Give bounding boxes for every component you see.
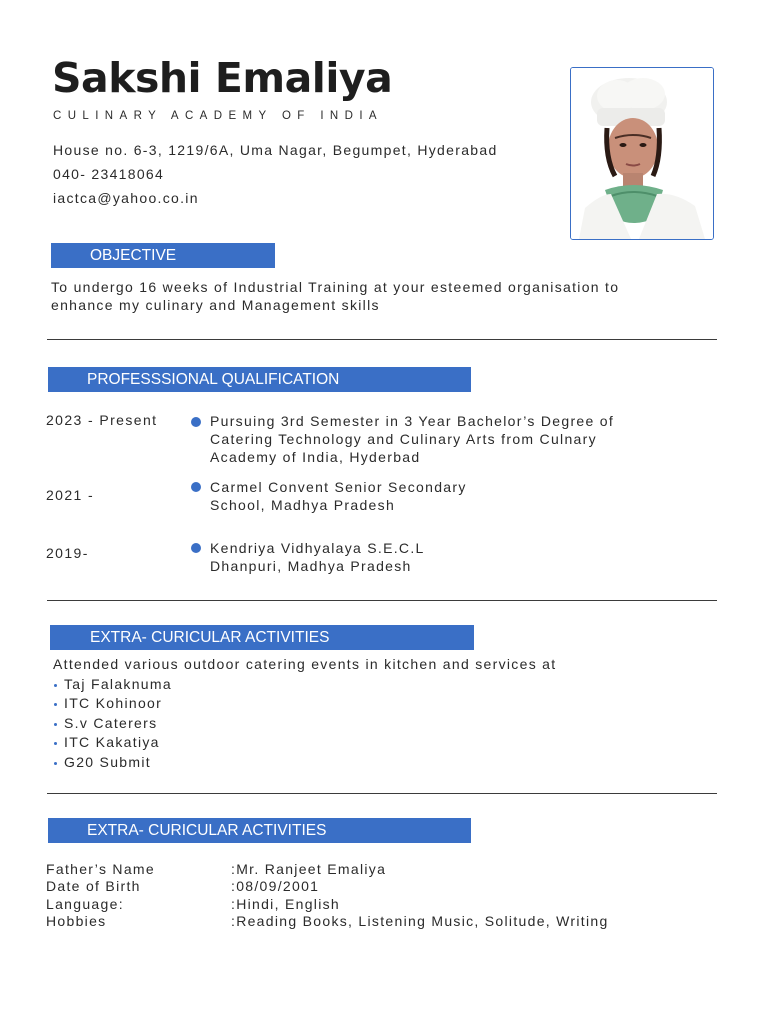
objective-heading-label: OBJECTIVE xyxy=(90,247,177,264)
detail-label: Language: xyxy=(46,896,124,912)
activities-heading-label: EXTRA- CURICULAR ACTIVITIES xyxy=(90,629,330,646)
list-item xyxy=(53,734,160,750)
phone-number: 040- 23418064 xyxy=(53,166,165,182)
qualification-line: Dhanpuri, Madhya Pradesh xyxy=(210,558,412,574)
personal-heading-label: EXTRA- CURICULAR ACTIVITIES xyxy=(87,822,327,839)
activity-label: S.v Caterers xyxy=(64,715,158,731)
section-divider xyxy=(47,793,717,794)
activity-label: Taj Falaknuma xyxy=(64,676,172,692)
detail-label: Date of Birth xyxy=(46,878,141,894)
address: House no. 6-3, 1219/6A, Uma Nagar, Begumpet, Hyderabad xyxy=(53,142,498,158)
detail-label: Hobbies xyxy=(46,913,107,929)
qualification-detail xyxy=(210,412,614,466)
qualification-line: Carmel Convent Senior Secondary xyxy=(210,479,467,495)
email-address: iactca@yahoo.co.in xyxy=(53,190,199,206)
bullet-icon xyxy=(54,742,57,745)
detail-value: :08/09/2001 xyxy=(231,878,320,894)
list-item xyxy=(53,715,157,731)
detail-label: Father’s Name xyxy=(46,861,155,877)
bullet-dot-icon xyxy=(191,543,201,553)
bullet-icon xyxy=(54,684,57,687)
objective-line: enhance my culinary and Management skills xyxy=(51,296,380,313)
qualification-heading-label: PROFESSSIONAL QUALIFICATION xyxy=(87,371,340,388)
qualification-line: Pursuing 3rd Semester in 3 Year Bachelor’s Degree of xyxy=(210,413,615,429)
qualification-line: Academy of India, Hyderbad xyxy=(210,449,421,465)
personal-heading xyxy=(48,818,471,843)
activity-label: ITC Kakatiya xyxy=(64,734,160,750)
activity-label: ITC Kohinoor xyxy=(64,695,163,711)
activities-intro: Attended various outdoor catering events in kitchen and services at xyxy=(53,656,557,672)
qualification-year: 2019- xyxy=(46,545,89,561)
activities-heading xyxy=(50,625,474,650)
objective-text xyxy=(51,279,619,314)
qualification-heading xyxy=(48,367,471,392)
activity-label: G20 Submit xyxy=(64,754,151,770)
qualification-line: Kendriya Vidhyalaya S.E.C.L xyxy=(210,540,425,556)
bullet-icon xyxy=(54,762,57,765)
qualification-detail xyxy=(210,478,467,514)
list-item xyxy=(53,754,151,770)
section-divider xyxy=(47,339,717,340)
qualification-line: School, Madhya Pradesh xyxy=(210,497,396,513)
bullet-dot-icon xyxy=(191,417,201,427)
bullet-icon xyxy=(54,703,57,706)
detail-value: :Mr. Ranjeet Emaliya xyxy=(231,861,387,877)
list-item xyxy=(53,695,162,711)
detail-value: :Reading Books, Listening Music, Solitude, Writing xyxy=(231,913,609,929)
qualification-line: Catering Technology and Culinary Arts from Culnary xyxy=(210,431,597,447)
qualification-detail xyxy=(210,539,425,575)
qualification-year: 2023 - Present xyxy=(46,412,158,428)
qualification-year: 2021 - xyxy=(46,487,95,503)
bullet-dot-icon xyxy=(191,482,201,492)
objective-line: To undergo 16 weeks of Industrial Training at your esteemed organisation to xyxy=(51,279,620,295)
objective-heading xyxy=(51,243,275,268)
detail-value: :Hindi, English xyxy=(231,896,340,912)
section-divider xyxy=(47,600,717,601)
profile-photo xyxy=(570,67,714,240)
candidate-name: Sakshi Emaliya xyxy=(52,54,393,102)
bullet-icon xyxy=(54,723,57,726)
institution-subtitle: CULINARY ACADEMY OF INDIA xyxy=(53,110,383,122)
list-item xyxy=(53,676,172,692)
